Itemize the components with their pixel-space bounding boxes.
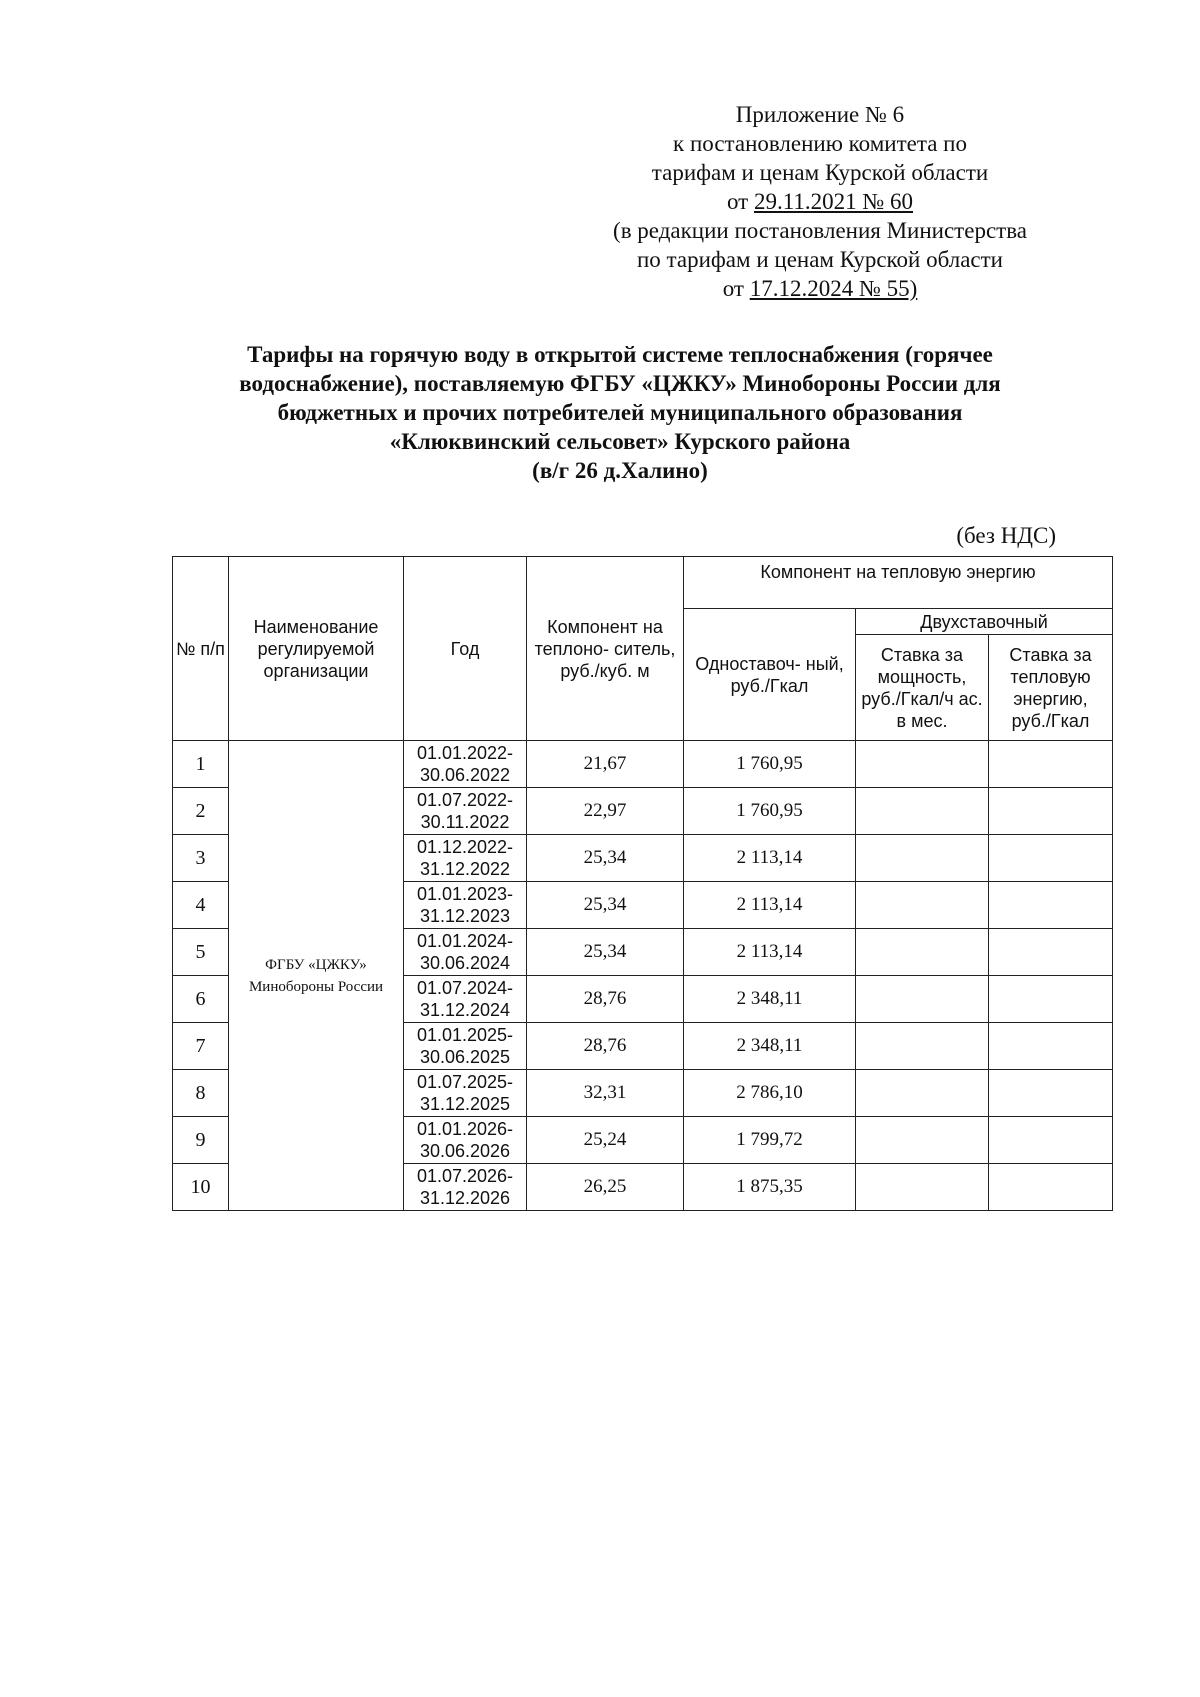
single-rate-value: 2 113,14	[684, 882, 856, 929]
carrier-value: 25,34	[527, 882, 684, 929]
vat-note: (без НДС)	[956, 523, 1056, 548]
capacity-rate-value	[856, 1164, 989, 1211]
capacity-rate-value	[856, 882, 989, 929]
single-rate-value: 1 760,95	[684, 741, 856, 788]
header-capacity-rate: Ставка за мощность, руб./Гкал/ч ас. в мес.	[856, 635, 989, 741]
energy-rate-value	[989, 835, 1113, 882]
capacity-rate-value	[856, 1023, 989, 1070]
period-start: 01.01.2025-	[416, 1025, 514, 1045]
capacity-rate-value	[856, 1070, 989, 1117]
period-start: 01.01.2022-	[416, 743, 514, 763]
row-number: 5	[173, 929, 229, 976]
capacity-rate-value	[856, 929, 989, 976]
appendix-number: Приложение № 6	[735, 102, 905, 127]
header-carrier-component: Компонент на теплоно- ситель, руб./куб. м	[527, 557, 684, 741]
header-heat-component: Компонент на тепловую энергию	[684, 557, 1113, 609]
carrier-value: 26,25	[527, 1164, 684, 1211]
period-cell	[404, 882, 527, 929]
period-end: 31.12.2024	[419, 1000, 511, 1020]
header-single-rate: Одноставоч- ный, руб./Гкал	[684, 609, 856, 741]
period-end: 31.12.2023	[419, 906, 511, 926]
row-number: 2	[173, 788, 229, 835]
row-number: 10	[173, 1164, 229, 1211]
row-number: 1	[173, 741, 229, 788]
amendment-reference: 17.12.2024 № 55)	[749, 276, 918, 301]
single-rate-value: 2 786,10	[684, 1070, 856, 1117]
tariff-table	[172, 556, 1113, 1211]
period-cell	[404, 1023, 527, 1070]
single-rate-value: 2 348,11	[684, 1023, 856, 1070]
carrier-value: 25,34	[527, 929, 684, 976]
single-rate-value: 1 760,95	[684, 788, 856, 835]
period-start: 01.07.2022-	[416, 790, 514, 810]
carrier-value: 22,97	[527, 788, 684, 835]
period-cell	[404, 976, 527, 1023]
period-start: 01.01.2024-	[416, 931, 514, 951]
capacity-rate-value	[856, 741, 989, 788]
header-year: Год	[404, 557, 527, 741]
resolution-reference: 29.11.2021 № 60	[753, 189, 914, 214]
carrier-value: 28,76	[527, 1023, 684, 1070]
amendment-ministry-line: по тарифам и ценам Курской области	[637, 247, 1003, 272]
single-rate-value: 1 799,72	[684, 1117, 856, 1164]
header-num: № п/п	[173, 557, 229, 741]
period-cell	[404, 929, 527, 976]
amendment-line: (в редакции постановления Министерства	[613, 218, 1027, 243]
energy-rate-value	[989, 1164, 1113, 1211]
period-end: 30.06.2026	[419, 1141, 511, 1161]
period-end: 31.12.2026	[419, 1188, 511, 1208]
carrier-value: 32,31	[527, 1070, 684, 1117]
period-cell	[404, 1070, 527, 1117]
carrier-value: 25,34	[527, 835, 684, 882]
energy-rate-value	[989, 741, 1113, 788]
header-two-rate: Двухставочный	[856, 609, 1113, 635]
appendix-committee-line: тарифам и ценам Курской области	[651, 160, 989, 185]
capacity-rate-value	[856, 835, 989, 882]
energy-rate-value	[989, 788, 1113, 835]
single-rate-value: 2 113,14	[684, 835, 856, 882]
period-cell	[404, 788, 527, 835]
row-number: 6	[173, 976, 229, 1023]
title-line: Тарифы на горячую воду в открытой системе теплоснабжения (горячее	[247, 342, 993, 367]
appendix-header	[560, 100, 1080, 303]
row-number: 7	[173, 1023, 229, 1070]
appendix-resolution-line: к постановлению комитета по	[673, 131, 967, 156]
carrier-value: 28,76	[527, 976, 684, 1023]
document-title	[160, 340, 1080, 485]
period-cell	[404, 1117, 527, 1164]
title-line: (в/г 26 д.Халино)	[532, 458, 708, 483]
row-number: 8	[173, 1070, 229, 1117]
amendment-date	[560, 274, 1080, 303]
row-number: 9	[173, 1117, 229, 1164]
period-cell	[404, 741, 527, 788]
header-energy-rate: Ставка за тепловую энергию, руб./Гкал	[989, 635, 1113, 741]
table-row	[173, 741, 1113, 788]
period-start: 01.12.2022-	[416, 837, 514, 857]
title-line: водоснабжение), поставляемую ФГБУ «ЦЖКУ» Минобороны России для	[239, 371, 1001, 396]
period-end: 30.11.2022	[420, 812, 510, 832]
capacity-rate-value	[856, 1117, 989, 1164]
energy-rate-value	[989, 1117, 1113, 1164]
energy-rate-value	[989, 882, 1113, 929]
energy-rate-value	[989, 976, 1113, 1023]
energy-rate-value	[989, 1070, 1113, 1117]
energy-rate-value	[989, 1023, 1113, 1070]
period-cell	[404, 1164, 527, 1211]
period-start: 01.07.2026-	[416, 1166, 514, 1186]
capacity-rate-value	[856, 976, 989, 1023]
single-rate-value: 1 875,35	[684, 1164, 856, 1211]
period-start: 01.01.2023-	[416, 884, 514, 904]
period-end: 30.06.2025	[419, 1047, 511, 1067]
energy-rate-value	[989, 929, 1113, 976]
amendment-date-prefix: от	[722, 276, 750, 301]
row-number: 4	[173, 882, 229, 929]
appendix-resolution-date	[560, 187, 1080, 216]
date-prefix: от	[726, 189, 754, 214]
header-organization: Наименование регулируемой организации	[229, 557, 404, 741]
period-end: 31.12.2022	[419, 859, 511, 879]
title-line: бюджетных и прочих потребителей муниципального образования	[277, 400, 963, 425]
single-rate-value: 2 348,11	[684, 976, 856, 1023]
period-cell	[404, 835, 527, 882]
title-line: «Клюквинский сельсовет» Курского района	[389, 429, 851, 454]
period-end: 30.06.2022	[419, 765, 511, 785]
period-end: 31.12.2025	[419, 1094, 511, 1114]
period-end: 30.06.2024	[419, 953, 511, 973]
carrier-value: 21,67	[527, 741, 684, 788]
carrier-value: 25,24	[527, 1117, 684, 1164]
capacity-rate-value	[856, 788, 989, 835]
organization-name: ФГБУ «ЦЖКУ» Минобороны России	[229, 741, 404, 1211]
row-number: 3	[173, 835, 229, 882]
single-rate-value: 2 113,14	[684, 929, 856, 976]
period-start: 01.07.2024-	[416, 978, 514, 998]
period-start: 01.01.2026-	[416, 1119, 514, 1139]
period-start: 01.07.2025-	[416, 1072, 514, 1092]
